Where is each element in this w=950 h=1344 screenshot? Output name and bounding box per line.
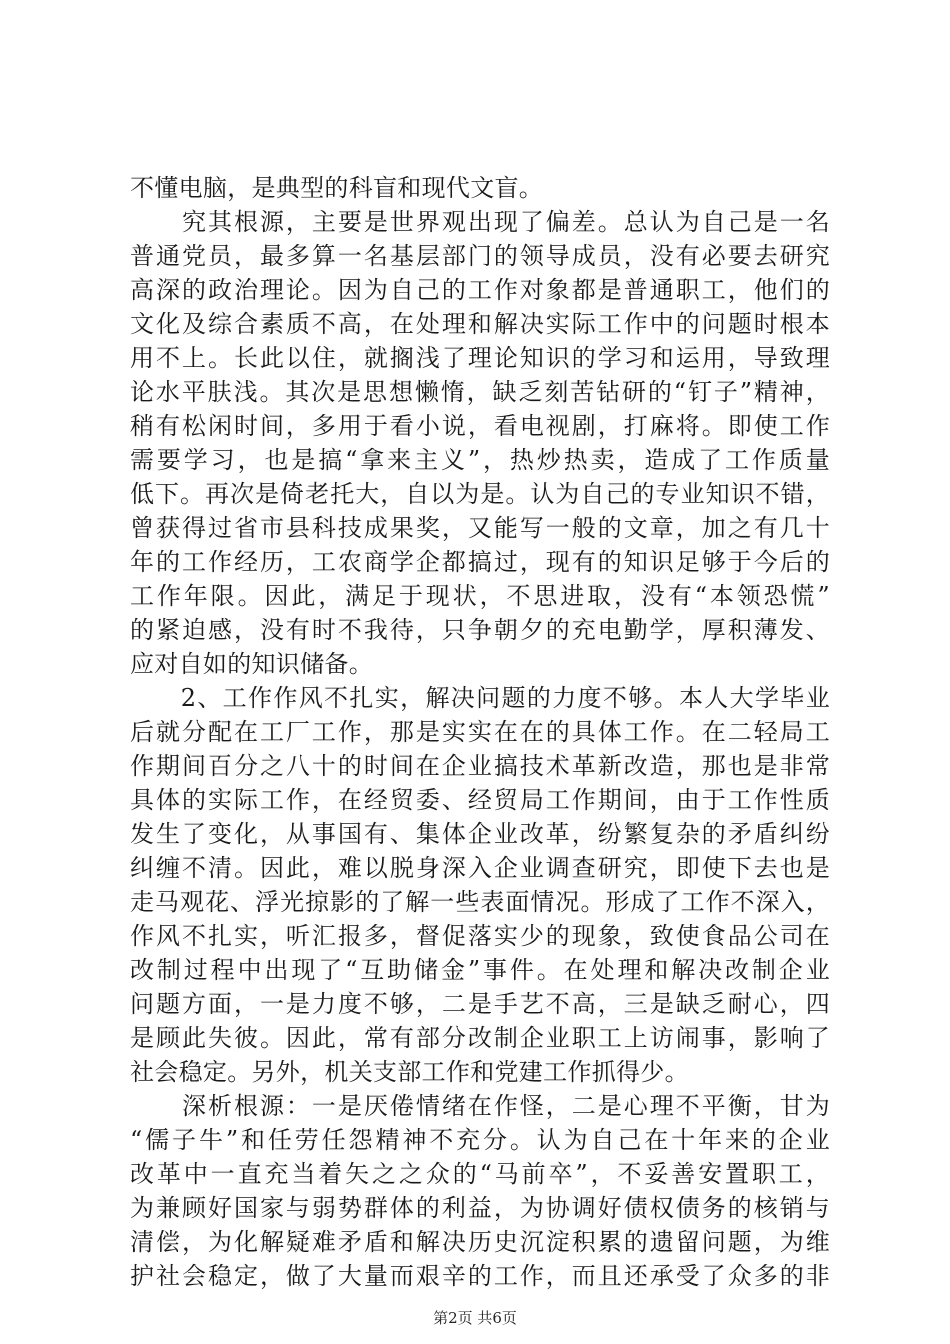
text-line: 普通党员，最多算一名基层部门的领导成员，没有必要去研究: [130, 242, 830, 270]
text-line: 护社会稳定，做了大量而艰辛的工作，而且还承受了众多的非: [130, 1262, 830, 1290]
text-line: 2、工作作风不扎实，解决问题的力度不够。本人大学毕业: [130, 684, 830, 712]
text-line: 作期间百分之八十的时间在企业搞技术革新改造，那也是非常: [130, 752, 830, 780]
text-line: 需要学习，也是搞“拿来主义”，热炒热卖，造成了工作质量: [130, 446, 830, 474]
text-line: 稍有松闲时间，多用于看小说，看电视剧，打麻将。即使工作: [130, 412, 830, 440]
text-line: 社会稳定。另外，机关支部工作和党建工作抓得少。: [130, 1058, 689, 1086]
text-line: 作风不扎实，听汇报多，督促落实少的现象，致使食品公司在: [130, 922, 830, 950]
text-line: 为兼顾好国家与弱势群体的利益，为协调好债权债务的核销与: [130, 1194, 830, 1222]
text-line: 具体的实际工作，在经贸委、经贸局工作期间，由于工作性质: [130, 786, 830, 814]
text-line: 应对自如的知识储备。: [130, 650, 373, 678]
text-line: 论水平肤浅。其次是思想懒惰，缺乏刻苦钻研的“钉子”精神，: [130, 378, 830, 406]
text-line: 发生了变化，从事国有、集体企业改革，纷繁复杂的矛盾纠纷: [130, 820, 830, 848]
text-line: 纠缠不清。因此，难以脱身深入企业调查研究，即使下去也是: [130, 854, 830, 882]
text-line: 是顾此失彼。因此，常有部分改制企业职工上访闹事，影响了: [130, 1024, 830, 1052]
text-line: 高深的政治理论。因为自己的工作对象都是普通职工，他们的: [130, 276, 830, 304]
text-line: 究其根源，主要是世界观出现了偏差。总认为自己是一名: [130, 208, 830, 236]
page-footer: 第2页 共6页: [433, 1309, 517, 1327]
text-line: 工作年限。因此，满足于现状，不思进取，没有“本领恐慌”: [130, 582, 830, 610]
text-line: 深析根源：一是厌倦情绪在作怪，二是心理不平衡，甘为: [130, 1092, 830, 1120]
text-line: 走马观花、浮光掠影的了解一些表面情况。形成了工作不深入，: [130, 888, 830, 916]
text-line: 曾获得过省市县科技成果奖，又能写一般的文章，加之有几十: [130, 514, 830, 542]
text-line: 低下。再次是倚老托大，自以为是。认为自己的专业知识不错，: [130, 480, 830, 508]
text-line: 文化及综合素质不高，在处理和解决实际工作中的问题时根本: [130, 310, 830, 338]
text-line: 改革中一直充当着矢之之众的“马前卒”，不妥善安置职工，: [130, 1160, 830, 1188]
body-text: [130, 171, 830, 1293]
text-line: 改制过程中出现了“互助储金”事件。在处理和解决改制企业: [130, 956, 830, 984]
text-line: 后就分配在工厂工作，那是实实在在的具体工作。在二轻局工: [130, 718, 830, 746]
text-line: 清偿，为化解疑难矛盾和解决历史沉淀积累的遗留问题，为维: [130, 1228, 830, 1256]
text-line: 问题方面，一是力度不够，二是手艺不高，三是缺乏耐心，四: [130, 990, 830, 1018]
text-line: 不懂电脑，是典型的科盲和现代文盲。: [130, 174, 544, 202]
text-line: 的紧迫感，没有时不我待，只争朝夕的充电勤学，厚积薄发、: [130, 616, 830, 644]
text-line: 年的工作经历，工农商学企都搞过，现有的知识足够于今后的: [130, 548, 830, 576]
text-line: 用不上。长此以住，就搁浅了理论知识的学习和运用，导致理: [130, 344, 830, 372]
text-line: “儒子牛”和任劳任怨精神不充分。认为自己在十年来的企业: [130, 1126, 830, 1154]
